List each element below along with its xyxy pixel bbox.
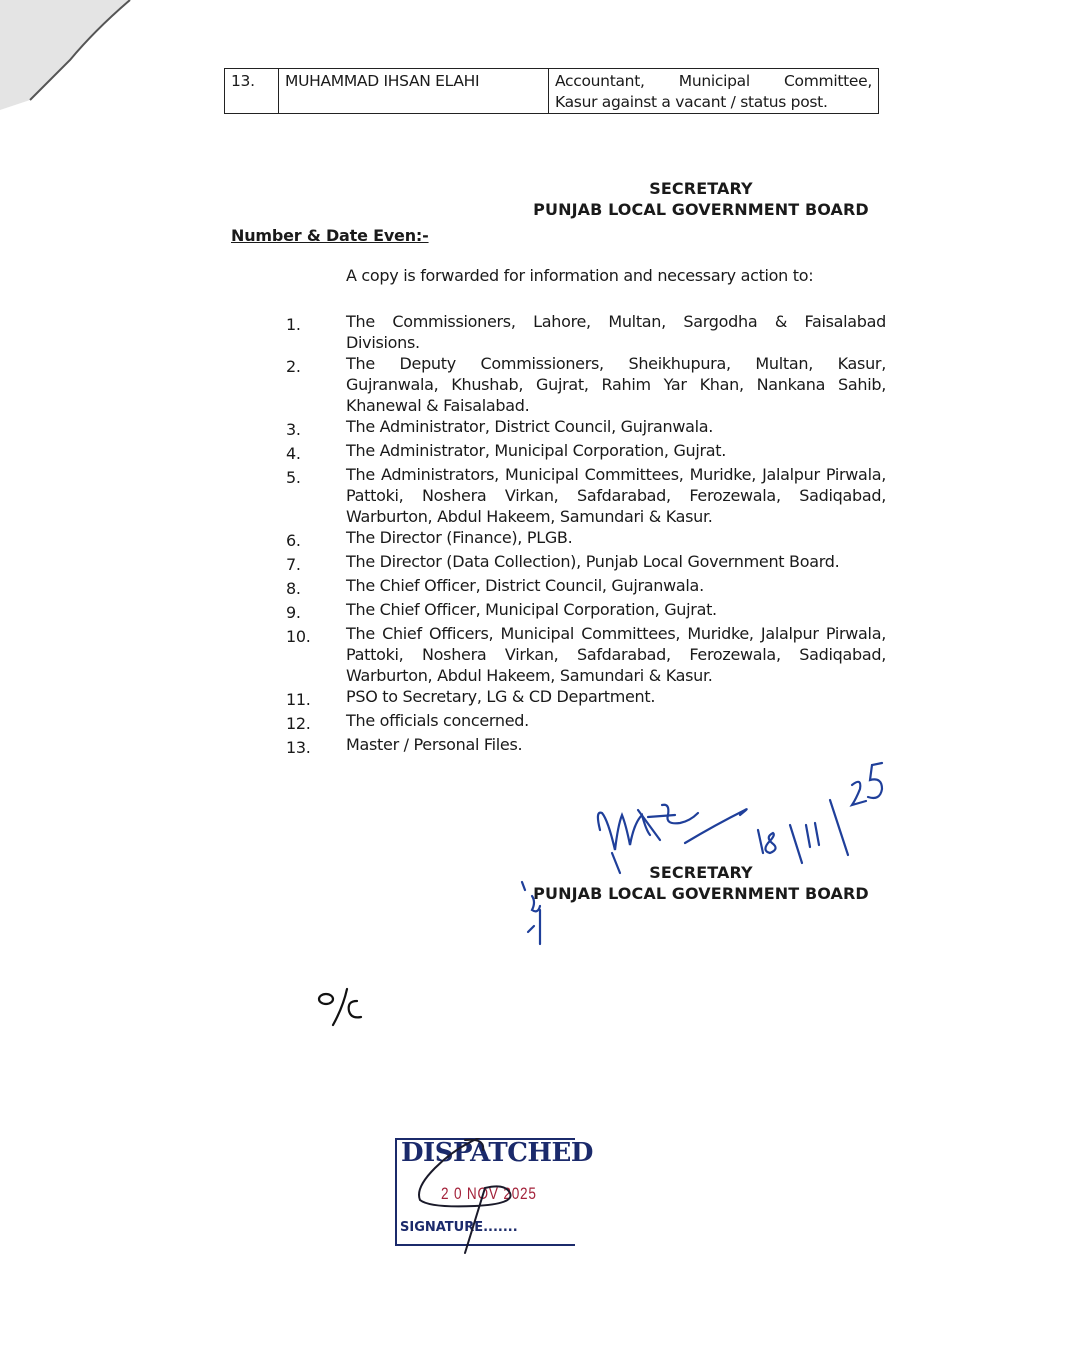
distribution-item-line: The Chief Officers, Municipal Committees, Muridke, Jalalpur Pirwala, — [346, 624, 886, 643]
distribution-item — [286, 623, 886, 686]
signature-block-bottom — [530, 862, 872, 904]
distribution-item-text — [346, 527, 886, 551]
distribution-item-line: The Commissioners, Lahore, Multan, Sargodha & Faisalabad — [346, 312, 886, 331]
distribution-item-text — [346, 311, 886, 353]
distribution-item-number: 1. — [286, 315, 301, 334]
distribution-item-text — [346, 440, 886, 464]
distribution-item-text — [346, 464, 886, 527]
distribution-item — [286, 599, 886, 623]
distribution-item-text — [346, 551, 886, 575]
signatory-organization: PUNJAB LOCAL GOVERNMENT BOARD — [533, 884, 869, 903]
signature-block-top — [530, 178, 872, 220]
distribution-list — [286, 311, 886, 758]
distribution-item — [286, 416, 886, 440]
distribution-item — [286, 575, 886, 599]
distribution-item-text — [346, 353, 886, 416]
distribution-item-line: Warburton, Abdul Hakeem, Samundari & Kasur. — [346, 666, 713, 685]
distribution-item-number: 10. — [286, 627, 311, 646]
distribution-item-line: The Chief Officer, District Council, Gujranwala. — [346, 576, 704, 595]
table-row — [224, 68, 879, 114]
posting-description — [549, 69, 878, 113]
distribution-item — [286, 686, 886, 710]
distribution-item-line: Gujranwala, Khushab, Gujrat, Rahim Yar Khan, Nankana Sahib, — [346, 375, 886, 394]
distribution-item-line: The Director (Finance), PLGB. — [346, 528, 573, 547]
distribution-item-line: The Deputy Commissioners, Sheikhupura, Multan, Kasur, — [346, 354, 886, 373]
distribution-item-number: 11. — [286, 690, 311, 709]
distribution-item — [286, 551, 886, 575]
distribution-item-line: Master / Personal Files. — [346, 735, 523, 754]
handwritten-note-oc — [315, 985, 375, 1035]
distribution-item-text — [346, 710, 886, 734]
stamp-signature-label: SIGNATURE....... — [400, 1220, 518, 1235]
distribution-item — [286, 710, 886, 734]
distribution-item-text — [346, 575, 886, 599]
distribution-item-line: The Administrators, Municipal Committees, Muridke, Jalalpur Pirwala, — [346, 465, 886, 484]
distribution-item-line: The Administrator, District Council, Gujranwala. — [346, 417, 714, 436]
distribution-item-text — [346, 623, 886, 686]
distribution-item-line: Divisions. — [346, 333, 420, 352]
distribution-item-number: 12. — [286, 714, 311, 733]
distribution-item — [286, 527, 886, 551]
signatory-title: SECRETARY — [649, 863, 753, 882]
official-name: MUHAMMAD IHSAN ELAHI — [279, 69, 549, 113]
page-corner-shadow — [0, 0, 150, 120]
distribution-item — [286, 353, 886, 416]
distribution-item-text — [346, 416, 886, 440]
distribution-item-text — [346, 686, 886, 710]
distribution-item-line: Pattoki, Noshera Virkan, Safdarabad, Ferozewala, Sadiqabad, — [346, 645, 886, 664]
distribution-item-number: 5. — [286, 468, 301, 487]
row-number: 13. — [225, 69, 279, 113]
distribution-item-line: Pattoki, Noshera Virkan, Safdarabad, Ferozewala, Sadiqabad, — [346, 486, 886, 505]
distribution-item-line: Khanewal & Faisalabad. — [346, 396, 530, 415]
distribution-item-number: 13. — [286, 738, 311, 757]
stamp-title: DISPATCHED — [401, 1138, 593, 1168]
distribution-item — [286, 311, 886, 353]
distribution-item-number: 8. — [286, 579, 301, 598]
distribution-item-number: 9. — [286, 603, 301, 622]
distribution-item-line: Warburton, Abdul Hakeem, Samundari & Kasur. — [346, 507, 713, 526]
posting-line: Kasur against a vacant / status post. — [555, 93, 828, 111]
distribution-item-number: 4. — [286, 444, 301, 463]
distribution-item-line: The Chief Officer, Municipal Corporation, Gujrat. — [346, 600, 717, 619]
distribution-item-number: 2. — [286, 357, 301, 376]
ink-mark — [518, 880, 548, 950]
distribution-item-line: The officials concerned. — [346, 711, 529, 730]
dispatched-stamp — [395, 1138, 593, 1250]
forwarding-intro: A copy is forwarded for information and necessary action to: — [346, 266, 814, 285]
signatory-title: SECRETARY — [649, 179, 753, 198]
handwritten-signature — [590, 755, 890, 875]
stamp-date: 2 0 NOV 2025 — [441, 1184, 537, 1203]
distribution-item — [286, 464, 886, 527]
distribution-item-number: 7. — [286, 555, 301, 574]
signatory-organization: PUNJAB LOCAL GOVERNMENT BOARD — [533, 200, 869, 219]
distribution-item-number: 3. — [286, 420, 301, 439]
stamp-initials — [395, 1138, 577, 1258]
distribution-item-text — [346, 599, 886, 623]
distribution-item — [286, 440, 886, 464]
distribution-item-line: The Administrator, Municipal Corporation, Gujrat. — [346, 441, 727, 460]
distribution-item-number: 6. — [286, 531, 301, 550]
distribution-item-line: The Director (Data Collection), Punjab Local Government Board. — [346, 552, 840, 571]
posting-line: Accountant, Municipal Committee, — [555, 72, 872, 90]
reference-line: Number & Date Even:- — [231, 226, 429, 245]
distribution-item-line: PSO to Secretary, LG & CD Department. — [346, 687, 656, 706]
